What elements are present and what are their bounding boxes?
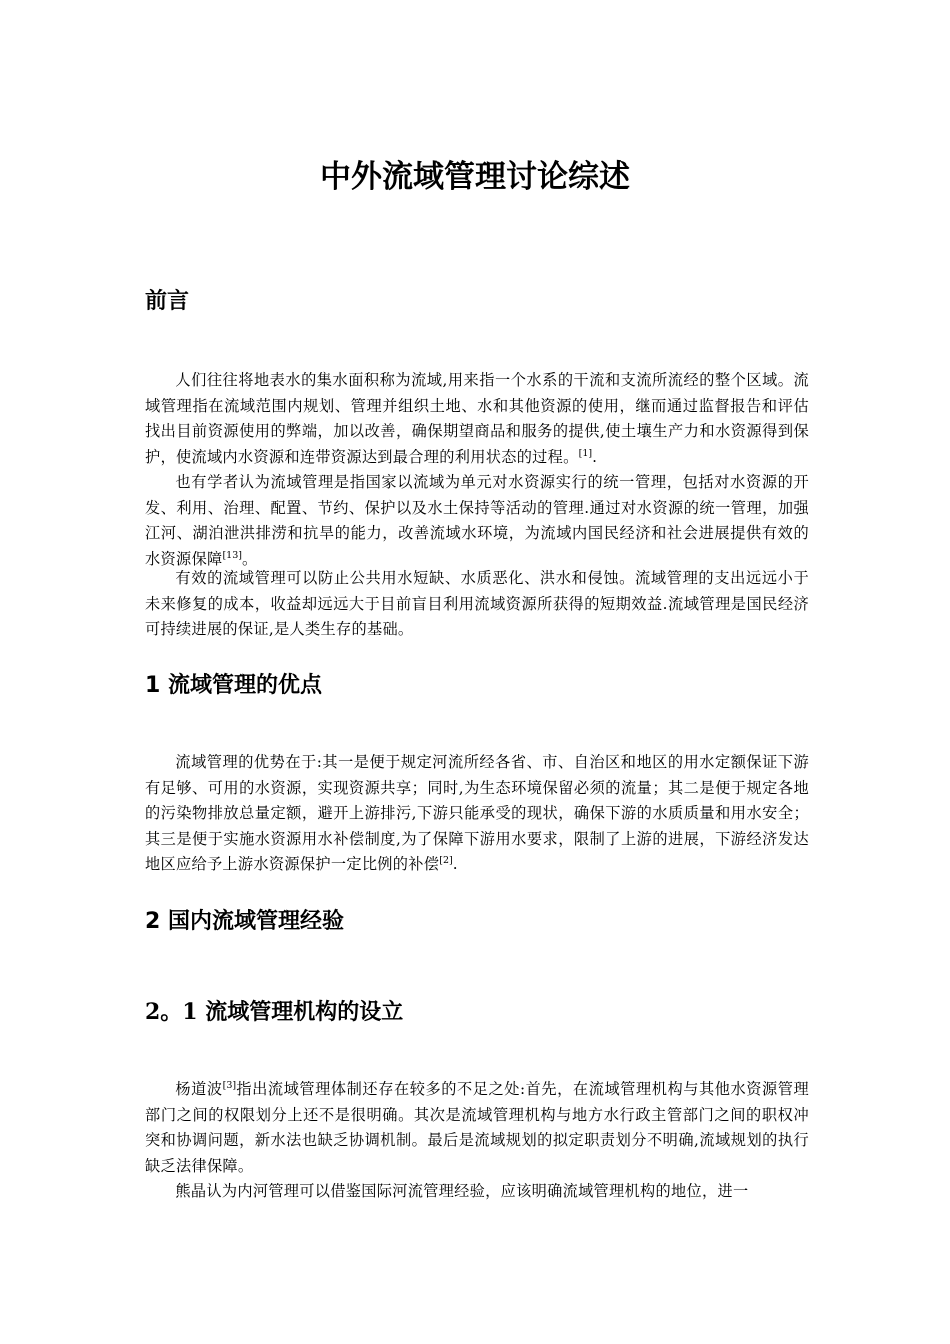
section-2-1-paragraph-1-text: 指出流域管理体制还存在较多的不足之处:首先，在流域管理机构与其他水资源管理部门之间的权限划分上还不是很明确。其次是流域管理机构与地方水行政主管部门之间的职权冲突和协调问题，新水法也缺乏协调机制。最后是流域规划的拟定职责划分不明确,流域规划的执行缺乏法律保障。: [145, 1080, 809, 1175]
preface-paragraph-3: [145, 566, 809, 643]
citation-ref-2: [2]: [439, 855, 453, 866]
section-1-paragraph-1-tail: .: [452, 855, 458, 873]
section-2-1-paragraph-1: [145, 1077, 809, 1179]
section-2-1-paragraph-2-text: 熊晶认为内河管理可以借鉴国际河流管理经验，应该明确流域管理机构的地位，进一: [175, 1182, 749, 1200]
preface-paragraph-1-text: 人们往往将地表水的集水面积称为流域,用来指一个水系的干流和支流所流经的整个区域。流域管理指在流域范围内规划、管理并组织土地、水和其他资源的使用，继而通过监督报告和评估找出目前资源使用的弊端，加以改善，确保期望商品和服务的提供,使土壤生产力和水资源得到保护，使流域内水资源和连带资源达到最合理的利用状态的过程。: [145, 371, 809, 466]
section-heading-preface: 前言: [145, 289, 190, 314]
preface-paragraph-1: [145, 368, 809, 470]
citation-ref-13: [13]: [222, 549, 242, 561]
preface-paragraph-2-text: 也有学者认为流域管理是指国家以流域为单元对水资源实行的统一管理，包括对水资源的开发、利用、治理、配置、节约、保护以及水土保持等活动的管理.通过对水资源的统一管理，加强江河、湖泊泄洪排涝和抗旱的能力，改善流域水环境，为流域内国民经济和社会进展提供有效的水资源保障: [145, 473, 809, 568]
citation-ref-1: [1]: [578, 447, 593, 459]
section-2-1-paragraph-2: [145, 1179, 809, 1205]
preface-paragraph-3-text: 有效的流域管理可以防止公共用水短缺、水质恶化、洪水和侵蚀。流域管理的支出远远小于未来修复的成本，收益却远远大于目前盲目利用流域资源所获得的短期效益.流域管理是国民经济可持续进展的保证,是人类生存的基础。: [145, 569, 809, 638]
preface-paragraph-1-tail: .: [592, 447, 598, 466]
section-2-1-paragraph-1-lead: 杨道波: [175, 1080, 223, 1098]
citation-ref-3: [3]: [222, 1080, 237, 1091]
section-heading-2-1: 2。1 流域管理机构的设立: [145, 999, 404, 1025]
section-heading-1: 1 流域管理的优点: [145, 673, 322, 698]
section-1-paragraph-1: [145, 750, 809, 878]
section-1-paragraph-1-text: 流域管理的优势在于:其一是便于规定河流所经各省、市、自治区和地区的用水定额保证下游有足够、可用的水资源，实现资源共享；同时,为生态环境保留必须的流量；其二是便于规定各地的污染物排放总量定额，避开上游排污,下游只能承受的现状，确保下游的水质质量和用水安全；其三是便于实施水资源用水补偿制度,为了保障下游用水要求，限制了上游的进展，下游经济发达地区应给予上游水资源保护一定比例的补偿: [145, 753, 809, 873]
preface-paragraph-2-tail: 。: [241, 549, 258, 568]
document-title: 中外流域管理讨论综述: [320, 159, 630, 195]
preface-paragraph-2: [145, 470, 809, 572]
section-heading-2: 2 国内流域管理经验: [145, 909, 344, 934]
